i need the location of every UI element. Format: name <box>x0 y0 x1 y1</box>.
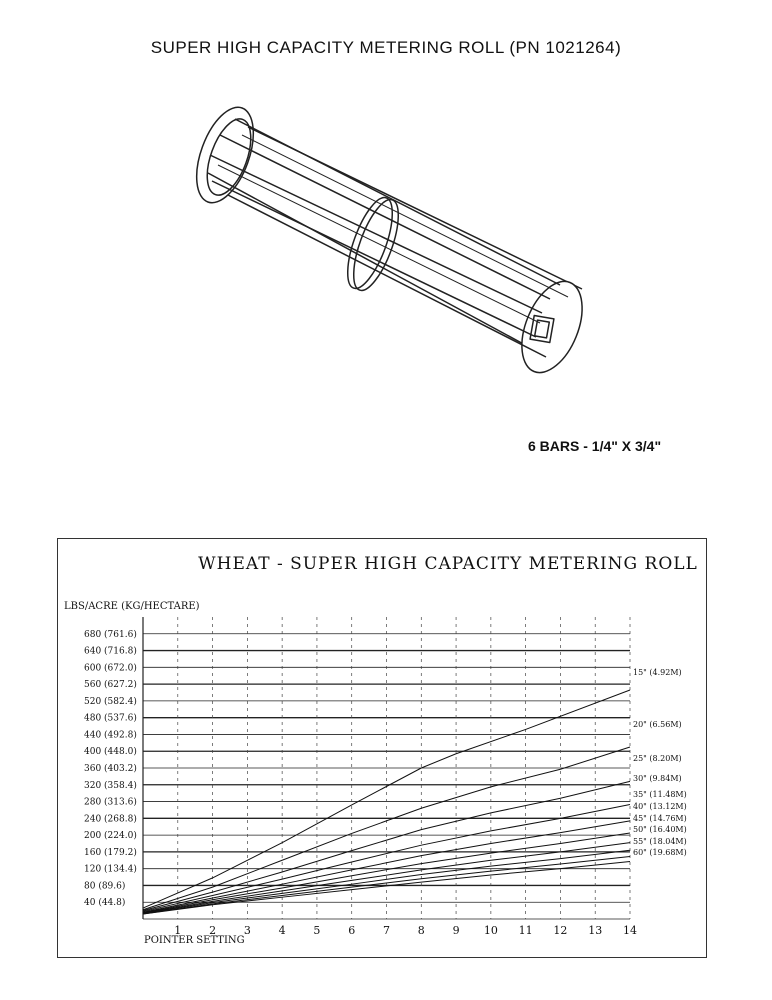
y-tick-label-600: 600 (672.0) <box>84 663 137 674</box>
series-labels <box>633 668 687 857</box>
x-tick-label-10: 10 <box>483 924 498 937</box>
series-label-1: 15" (4.92M) <box>633 668 682 677</box>
page-title: SUPER HIGH CAPACITY METERING ROLL (PN 1021264) <box>150 38 622 57</box>
y-tick-label-680: 680 (761.6) <box>84 629 137 640</box>
series-label-9: 55" (18.04M) <box>633 837 687 846</box>
y-tick-label-120: 120 (134.4) <box>84 864 137 875</box>
y-axis-label: LBS/ACRE (KG/HECTARE) <box>64 601 200 612</box>
series-label-3: 25" (8.20M) <box>633 754 682 763</box>
x-tick-label-2: 2 <box>209 924 217 937</box>
x-tick-label-12: 12 <box>553 924 568 937</box>
y-tick-label-280: 280 (313.6) <box>84 797 137 808</box>
series-label-4: 30" (9.84M) <box>633 774 682 783</box>
y-tick-label-80: 80 (89.6) <box>84 881 126 892</box>
y-tick-label-200: 200 (224.0) <box>84 831 137 842</box>
y-tick-label-240: 240 (268.8) <box>84 814 137 825</box>
y-tick-label-40: 40 (44.8) <box>84 898 126 909</box>
series-label-8: 50" (16.40M) <box>633 825 687 834</box>
y-tick-label-320: 320 (358.4) <box>84 780 137 791</box>
x-tick-label-6: 6 <box>348 924 356 937</box>
x-tick-label-13: 13 <box>588 924 603 937</box>
y-tick-label-400: 400 (448.0) <box>84 747 137 758</box>
series-label-6: 40" (13.12M) <box>633 802 687 811</box>
series-label-10: 60" (19.68M) <box>633 848 687 857</box>
x-tick-label-7: 7 <box>383 924 390 937</box>
x-tick-label-5: 5 <box>313 924 321 937</box>
y-tick-label-640: 640 (716.8) <box>84 646 137 657</box>
series-label-2: 20" (6.56M) <box>633 720 682 729</box>
x-axis-label: POINTER SETTING <box>144 935 245 946</box>
x-tick-label-9: 9 <box>452 924 460 937</box>
y-tick-label-480: 480 (537.6) <box>84 713 137 724</box>
y-tick-label-360: 360 (403.2) <box>84 764 137 774</box>
chart-grid <box>143 617 630 919</box>
x-tick-label-8: 8 <box>417 924 425 937</box>
y-tick-label-440: 440 (492.8) <box>84 730 137 741</box>
x-tick-labels <box>174 924 637 937</box>
x-tick-label-11: 11 <box>518 924 533 937</box>
y-tick-label-160: 160 (179.2) <box>84 847 137 858</box>
y-tick-label-560: 560 (627.2) <box>84 680 137 691</box>
metering-roll-illustration <box>180 95 600 395</box>
x-tick-label-1: 1 <box>174 924 182 937</box>
series-label-7: 45" (14.76M) <box>633 814 687 823</box>
chart-frame <box>57 538 707 958</box>
x-tick-label-14: 14 <box>623 924 637 937</box>
series-label-5: 35" (11.48M) <box>633 790 687 799</box>
chart-title: WHEAT - SUPER HIGH CAPACITY METERING ROLL <box>198 554 698 574</box>
y-tick-labels <box>84 629 137 908</box>
y-tick-label-520: 520 (582.4) <box>84 696 137 707</box>
bars-spec-label: 6 BARS - 1/4" X 3/4" <box>528 438 662 454</box>
x-tick-label-3: 3 <box>243 924 251 937</box>
seeding-rate-chart <box>58 539 706 957</box>
x-tick-label-4: 4 <box>278 924 286 937</box>
